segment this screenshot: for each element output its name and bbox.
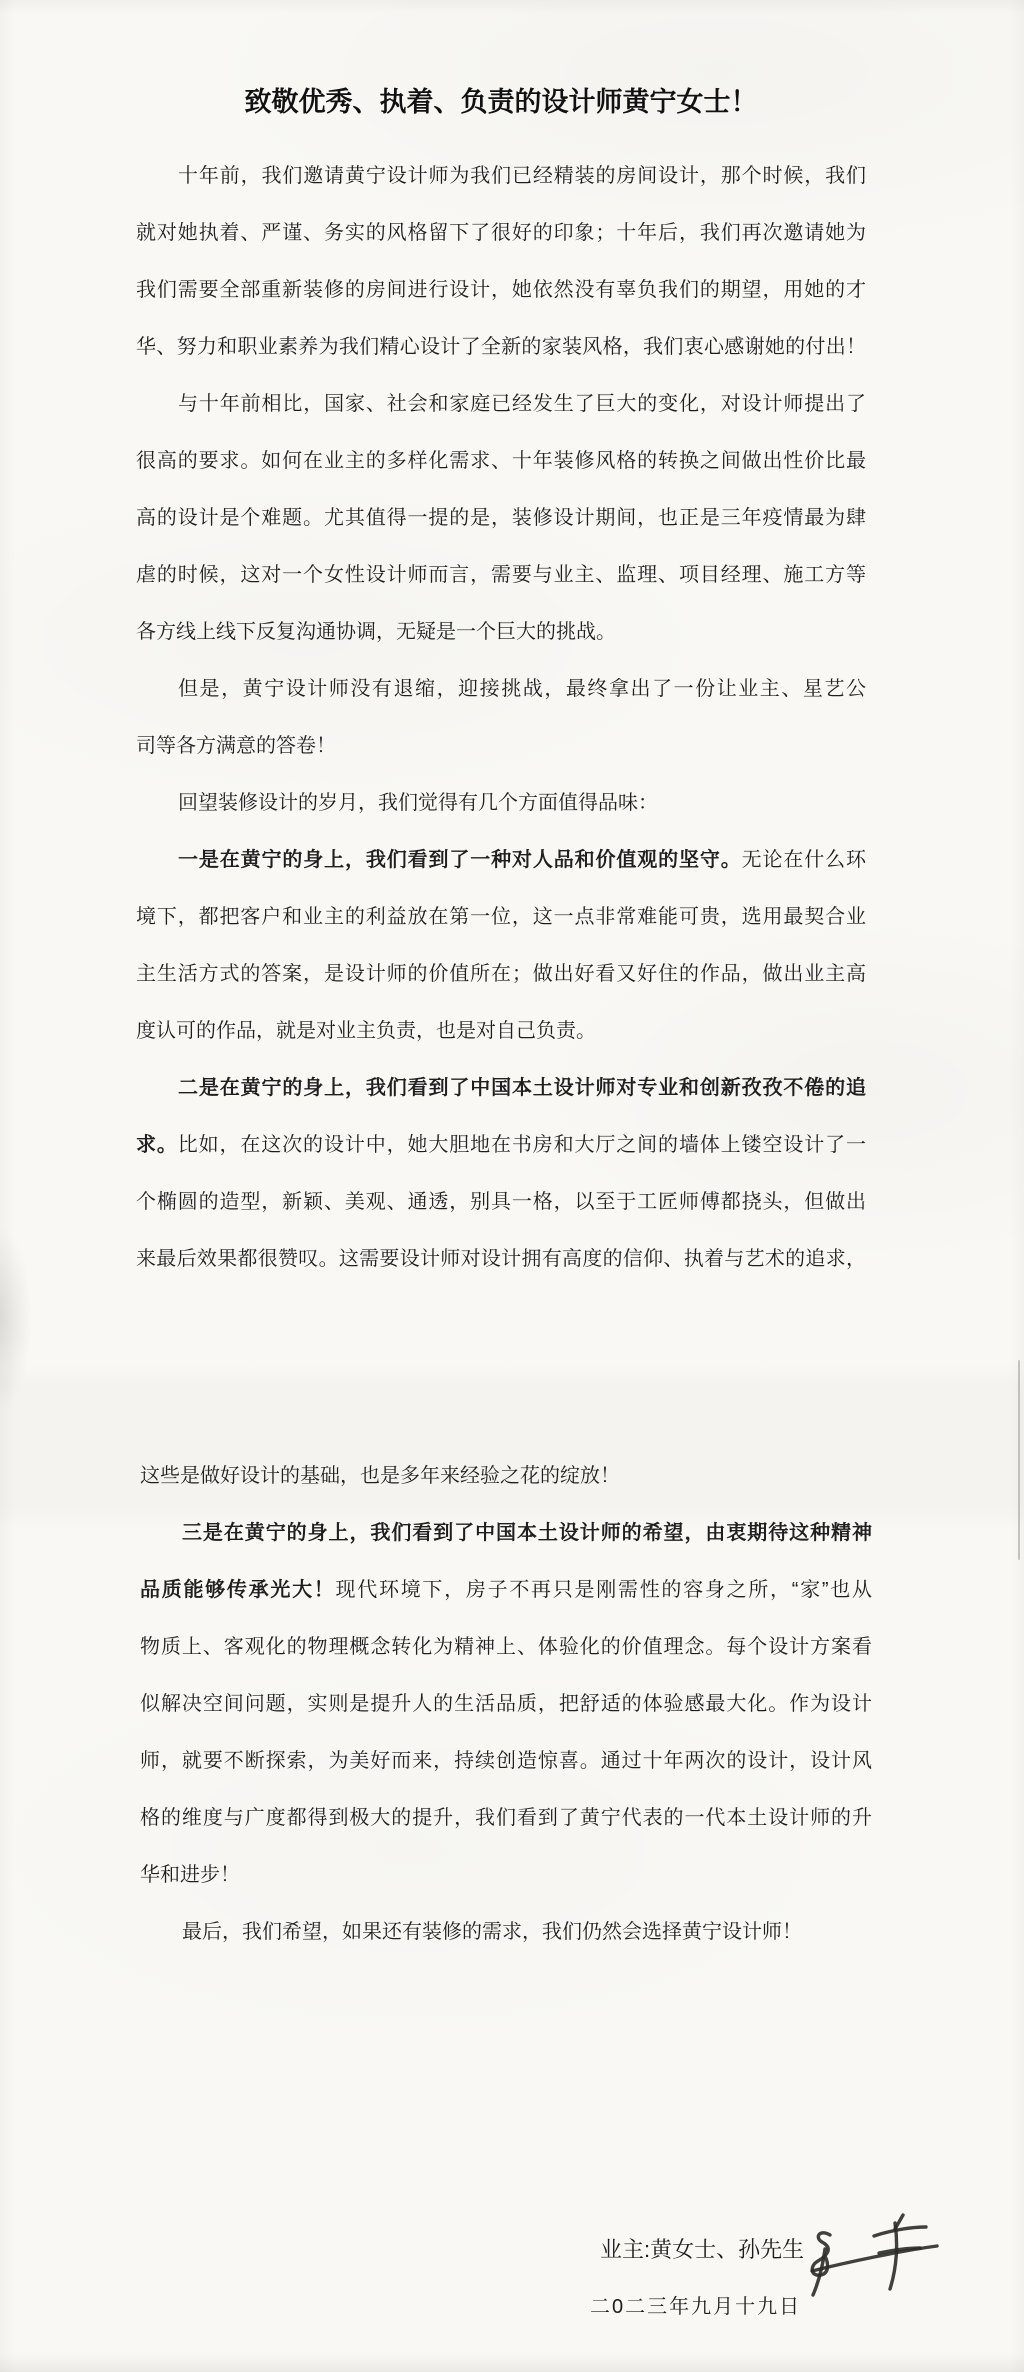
text-line: 格的维度与广度都得到极大的提升，我们看到了黄宁代表的一代本土设计师的升 [140,1807,872,1829]
text-line: 很高的要求。如何在业主的多样化需求、十年装修风格的转换之间做出性价比最 [136,450,866,472]
text-line: 司等各方满意的答卷！ [136,735,336,757]
text-line: 主生活方式的答案，是设计师的价值所在；做出好看又好住的作品，做出业主高 [136,963,866,985]
letter-title: 致敬优秀、执着、负责的设计师黄宁女士！ [244,87,758,117]
text-line: 一是在黄宁的身上，我们看到了一种对人品和价值观的坚守。无论在什么环 [178,849,866,871]
text-line: 与十年前相比，国家、社会和家庭已经发生了巨大的变化，对设计师提出了 [178,393,866,415]
text-line: 师，就要不断探索，为美好而来，持续创造惊喜。通过十年两次的设计，设计风 [140,1750,872,1772]
text-line: 我们需要全部重新装修的房间进行设计，她依然没有辜负我们的期望，用她的才 [136,279,866,301]
text-line: 华和进步！ [140,1864,240,1886]
letter-body-page-2 [140,1448,872,1961]
text-line: 华、努力和职业素养为我们精心设计了全新的家装风格，我们衷心感谢她的付出！ [136,336,866,358]
text-line: 求。比如，在这次的设计中，她大胆地在书房和大厅之间的墙体上镂空设计了一 [136,1134,867,1156]
text-line: 似解决空间问题，实则是提升人的生活品质，把舒适的体验感最大化。作为设计 [140,1693,872,1715]
date-line: 二0二三年九月十九日 [590,2296,802,2318]
text-line: 个椭圆的造型，新颖、美观、通透，别具一格，以至于工匠师傅都挠头，但做出 [136,1191,866,1213]
text-line: 各方线上线下反复沟通协调，无疑是一个巨大的挑战。 [136,621,616,643]
text-line: 物质上、客观化的物理概念转化为精神上、体验化的价值理念。每个设计方案看 [140,1636,872,1658]
text-line: 三是在黄宁的身上，我们看到了中国本土设计师的希望，由衷期待这种精神 [182,1522,872,1544]
text-line: 度认可的作品，就是对业主负责，也是对自己负责。 [136,1020,596,1042]
signature-line: 业主:黄女士、孙先生 [600,2237,805,2262]
text-line: 回望装修设计的岁月，我们觉得有几个方面值得品味： [178,792,658,814]
text-line: 但是，黄宁设计师没有退缩，迎接挑战，最终拿出了一份让业主、星艺公 [178,678,866,700]
handwritten-signature [800,2208,940,2300]
text-line: 最后，我们希望，如果还有装修的需求，我们仍然会选择黄宁设计师！ [182,1921,802,1943]
text-line: 十年前，我们邀请黄宁设计师为我们已经精装的房间设计，那个时候，我们 [178,165,866,187]
text-line: 虐的时候，这对一个女性设计师而言，需要与业主、监理、项目经理、施工方等 [136,564,866,586]
text-line: 境下，都把客户和业主的利益放在第一位，这一点非常难能可贵，选用最契合业 [136,906,866,928]
text-line: 二是在黄宁的身上，我们看到了中国本土设计师对专业和创新孜孜不倦的追 [178,1077,866,1099]
text-line: 高的设计是个难题。尤其值得一提的是，装修设计期间，也正是三年疫情最为肆 [136,507,866,529]
letter-body-page-1 [136,148,866,1288]
text-line: 来最后效果都很赞叹。这需要设计师对设计拥有高度的信仰、执着与艺术的追求， [136,1248,866,1270]
text-line: 品质能够传承光大！现代环境下，房子不再只是刚需性的容身之所，“家”也从 [140,1579,872,1601]
text-line: 这些是做好设计的基础，也是多年来经验之花的绽放！ [140,1465,620,1487]
scan-edge-artifact [1018,1360,1020,1560]
text-line: 就对她执着、严谨、务实的风格留下了很好的印象；十年后，我们再次邀请她为 [136,222,866,244]
